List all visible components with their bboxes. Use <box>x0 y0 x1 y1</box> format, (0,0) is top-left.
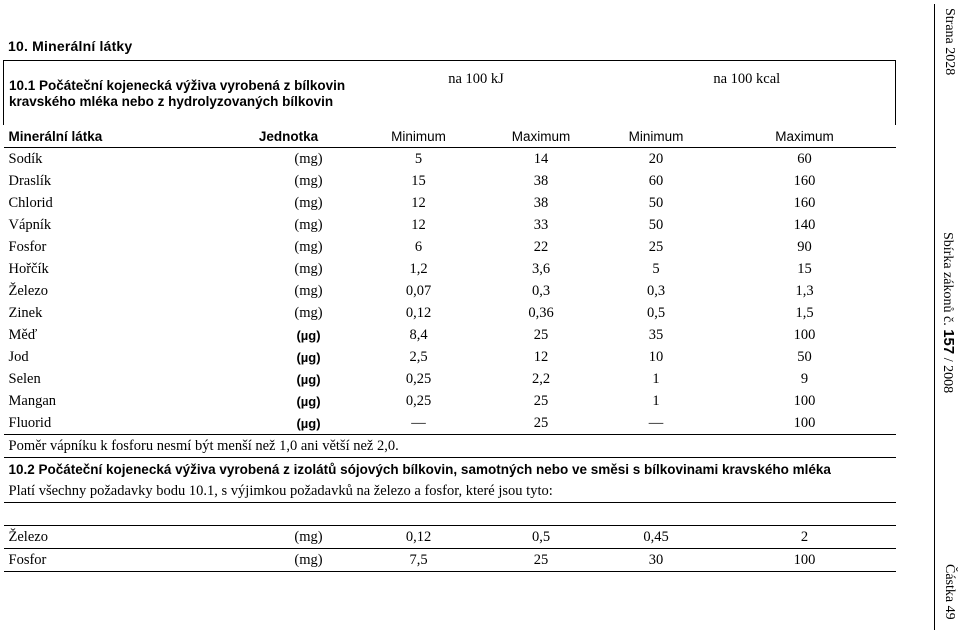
unit-cell: (mg) <box>224 526 354 549</box>
min-kj-cell: 1,2 <box>409 260 428 277</box>
mineral-name-cell: Chlorid <box>8 194 53 211</box>
mineral-name-cell: Fluorid <box>4 412 224 435</box>
max-kj-cell: 0,36 <box>528 304 554 321</box>
min-kj-cell: 12 <box>411 194 426 211</box>
subsection-2-note: Platí všechny požadavky bodu 10.1, s výjimkou požadavků na železo a fosfor, které jsou tyto: <box>4 480 896 503</box>
min-kj-cell: 12 <box>411 216 426 233</box>
max-kj-cell: 38 <box>533 194 549 211</box>
unit-cell: (mg) <box>294 150 323 167</box>
unit-cell: (µg) <box>296 349 321 365</box>
max-kcal-cell: 100 <box>714 549 896 572</box>
section-title: 10. Minerální látky <box>8 38 133 54</box>
min-kcal-cell: 25 <box>648 238 664 255</box>
table-row <box>4 148 896 171</box>
max-kcal-cell: 1,5 <box>795 304 814 321</box>
unit-cell: (mg) <box>294 172 323 189</box>
max-kcal-cell: 160 <box>793 172 816 189</box>
min-kj-cell: 15 <box>411 172 426 189</box>
group-header-kj: na 100 kJ <box>354 61 599 126</box>
min-kj-cell: 5 <box>414 150 423 167</box>
col-header-mineral: Minerální látka <box>4 125 224 148</box>
table-row <box>4 280 896 302</box>
min-kcal-cell: 5 <box>652 260 660 277</box>
col-header-min-kcal: Minimum <box>599 125 714 148</box>
subsection-2-note-row <box>4 480 896 503</box>
unit-cell: (µg) <box>224 412 354 435</box>
min-kj-cell: 0,07 <box>405 282 432 299</box>
max-kcal-cell: 60 <box>797 150 812 167</box>
table-row <box>4 236 896 258</box>
max-kj-cell: 2,2 <box>531 370 551 387</box>
max-kj-cell: 25 <box>484 412 599 435</box>
max-kcal-cell: 1,3 <box>795 282 814 299</box>
min-kj-cell: 8,4 <box>409 326 428 343</box>
min-kcal-cell: 0,3 <box>646 282 666 299</box>
min-kcal-cell: 0,5 <box>646 304 666 321</box>
max-kj-cell: 12 <box>533 348 549 365</box>
table-row <box>4 412 896 435</box>
subsection-2-title-row <box>4 458 896 481</box>
mineral-name-cell: Fosfor <box>4 549 224 572</box>
mineral-name-cell: Draslík <box>8 172 52 189</box>
max-kj-cell: 25 <box>533 392 549 409</box>
unit-cell: (mg) <box>294 216 323 233</box>
spacer-row <box>4 503 896 526</box>
min-kcal-cell: 1 <box>652 392 660 409</box>
unit-cell: (µg) <box>296 371 321 387</box>
max-kcal-cell: 9 <box>800 370 809 387</box>
max-kcal-cell: 100 <box>793 392 816 409</box>
unit-cell: (mg) <box>294 282 323 299</box>
min-kj-cell: 6 <box>414 238 423 255</box>
part-label: Částka 49 <box>942 564 957 620</box>
max-kj-cell: 25 <box>533 326 549 343</box>
table-row <box>4 170 896 192</box>
mineral-name-cell: Vápník <box>8 216 52 233</box>
max-kj-cell: 25 <box>484 549 599 572</box>
max-kj-cell: 38 <box>533 172 549 189</box>
max-kj-cell: 3,6 <box>531 260 551 277</box>
header-row <box>4 61 896 126</box>
subsection-1-title: 10.1 Počáteční kojenecká výživa vyrobená z bílkovin kravského mléka nebo z hydrolyzovaných bílkovin <box>4 61 354 126</box>
max-kcal-cell: 140 <box>793 216 816 233</box>
min-kcal-cell: 10 <box>648 348 664 365</box>
unit-cell: (µg) <box>296 327 321 343</box>
min-kcal-cell: 1 <box>652 370 660 387</box>
subsection-2-title: 10.2 Počáteční kojenecká výživa vyrobená z izolátů sójových bílkovin, samotných nebo ve směsi s bílkovinami kravského mléka <box>8 461 831 477</box>
col-header-max-kcal: Maximum <box>714 125 896 148</box>
law-number: 157 <box>940 329 957 355</box>
table-row <box>4 368 896 390</box>
min-kj-cell: 0,25 <box>405 370 432 387</box>
table-row <box>4 549 896 572</box>
min-kj-cell: 7,5 <box>354 549 484 572</box>
mineral-name-cell: Mangan <box>8 392 57 409</box>
min-kcal-cell: 60 <box>648 172 664 189</box>
mineral-name-cell: Zinek <box>8 304 43 321</box>
ratio-note: Poměr vápníku k fosforu nesmí být menší než 1,0 ani větší než 2,0. <box>4 435 896 458</box>
min-kcal-cell: — <box>599 412 714 435</box>
col-header-max-kj: Maximum <box>484 125 599 148</box>
side-margin-rule <box>934 4 935 630</box>
max-kj-cell: 33 <box>533 216 549 233</box>
max-kj-cell: 0,3 <box>531 282 551 299</box>
mineral-name-cell: Měď <box>8 326 38 343</box>
unit-cell: (mg) <box>294 194 323 211</box>
max-kcal-cell: 100 <box>714 412 896 435</box>
table-row <box>4 258 896 280</box>
spacer-cell <box>4 503 896 526</box>
min-kcal-cell: 35 <box>648 326 664 343</box>
mineral-name-cell: Jod <box>8 348 29 365</box>
unit-cell: (mg) <box>294 238 323 255</box>
unit-cell: (µg) <box>296 393 321 409</box>
min-kcal-cell: 30 <box>599 549 714 572</box>
note-row <box>4 435 896 458</box>
group-header-kcal: na 100 kcal <box>599 61 896 126</box>
max-kj-cell: 22 <box>533 238 549 255</box>
table-row <box>4 192 896 214</box>
min-kcal-cell: 50 <box>648 194 664 211</box>
table-row <box>4 302 896 324</box>
unit-cell: (mg) <box>294 304 323 321</box>
collection-prefix: Sbírka zákonů č. <box>940 232 955 326</box>
min-kj-cell: 2,5 <box>409 348 428 365</box>
max-kcal-cell: 2 <box>714 526 896 549</box>
mineral-name-cell: Železo <box>8 282 48 299</box>
min-kcal-cell: 0,45 <box>599 526 714 549</box>
page-number: Strana 2028 <box>942 8 957 76</box>
col-header-min-kj: Minimum <box>354 125 484 148</box>
min-kcal-cell: 20 <box>648 150 664 167</box>
col-header-unit: Jednotka <box>224 125 354 148</box>
collection-label <box>939 232 957 393</box>
max-kcal-cell: 160 <box>793 194 816 211</box>
table-row <box>4 526 896 549</box>
table-row <box>4 324 896 346</box>
unit-cell: (mg) <box>224 549 354 572</box>
column-header-row <box>4 125 896 148</box>
mineral-name-cell: Hořčík <box>8 260 49 277</box>
max-kj-cell: 14 <box>533 150 549 167</box>
mineral-name-cell: Železo <box>4 526 224 549</box>
max-kcal-cell: 50 <box>797 348 812 365</box>
mineral-name-cell: Sodík <box>8 150 43 167</box>
min-kj-cell: 0,12 <box>354 526 484 549</box>
table-row <box>4 346 896 368</box>
min-kj-cell: 0,12 <box>405 304 432 321</box>
table-row <box>4 214 896 236</box>
collection-year: / 2008 <box>940 357 955 394</box>
max-kj-cell: 0,5 <box>484 526 599 549</box>
min-kcal-cell: 50 <box>648 216 664 233</box>
unit-cell: (mg) <box>294 260 323 277</box>
mineral-name-cell: Fosfor <box>8 238 47 255</box>
min-kj-cell: — <box>354 412 484 435</box>
table-row <box>4 390 896 412</box>
max-kcal-cell: 100 <box>793 326 816 343</box>
mineral-name-cell: Selen <box>8 370 41 387</box>
minerals-table <box>3 60 896 572</box>
max-kcal-cell: 15 <box>797 260 812 277</box>
max-kcal-cell: 90 <box>797 238 812 255</box>
min-kj-cell: 0,25 <box>405 392 432 409</box>
